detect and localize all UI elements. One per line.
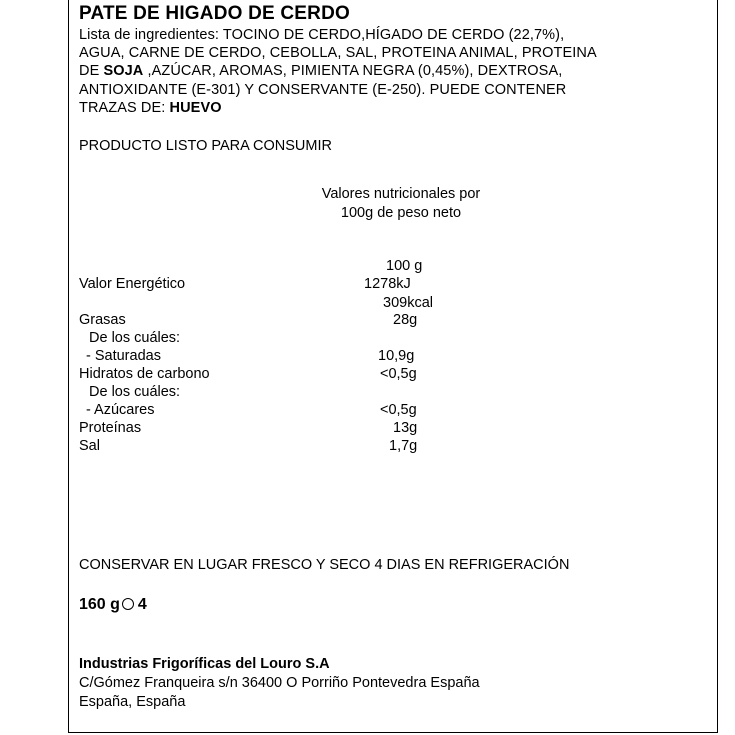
storage-instructions: CONSERVAR EN LUGAR FRESCO Y SECO 4 DIAS EN REFRIGERACIÓN: [79, 557, 570, 573]
energy-kcal-value: 309kcal: [383, 295, 433, 311]
e-mark-icon: [122, 598, 134, 610]
ingredients-text: ,AZÚCAR, AROMAS, PIMIENTA NEGRA (0,45%), DEXTROSA,: [143, 63, 563, 79]
fat-value: 28g: [393, 312, 418, 328]
units-count: 4: [137, 596, 147, 613]
ingredients-line-2: AGUA, CARNE DE CERDO, CEBOLLA, SAL, PROTEINA ANIMAL, PROTEINA: [79, 45, 597, 61]
net-weight-line: [79, 597, 147, 613]
protein-value: 13g: [393, 420, 418, 436]
ingredients-line-5: [79, 101, 222, 116]
sugars-value: <0,5g: [380, 402, 417, 418]
company-name: Industrias Frigoríficas del Louro S.A: [79, 656, 330, 672]
saturated-label: - Saturadas: [86, 348, 161, 364]
salt-label: Sal: [79, 438, 100, 454]
net-weight: 160 g: [79, 596, 120, 613]
ingredients-line-1: Lista de ingredientes: TOCINO DE CERDO,HÍGADO DE CERDO (22,7%),: [79, 27, 565, 43]
protein-label: Proteínas: [79, 420, 142, 436]
salt-value: 1,7g: [389, 438, 418, 454]
ingredients-text: TRAZAS DE:: [79, 100, 170, 116]
saturated-value: 10,9g: [378, 348, 415, 364]
allergen-huevo: HUEVO: [169, 100, 222, 116]
nutrition-header-sub: 100g de peso neto: [340, 205, 462, 221]
carbs-label: Hidratos de carbono: [79, 366, 210, 382]
ingredients-text: DE: [79, 63, 104, 79]
product-title: PATE DE HIGADO DE CERDO: [79, 3, 350, 24]
company-address: C/Gómez Franqueira s/n 36400 O Porriño Pontevedra España: [79, 675, 480, 691]
nutrition-column-header: 100 g: [386, 258, 423, 274]
allergen-soja: SOJA: [103, 63, 144, 79]
carbs-value: <0,5g: [380, 366, 417, 382]
sugars-label: - Azúcares: [86, 402, 155, 418]
fat-label: Grasas: [79, 312, 126, 328]
of-which-label: De los cuáles:: [89, 384, 181, 400]
company-country: España, España: [79, 694, 186, 710]
of-which-label: De los cuáles:: [89, 330, 181, 346]
ingredients-line-4: ANTIOXIDANTE (E-301) Y CONSERVANTE (E-250). PUEDE CONTENER: [79, 82, 567, 98]
energy-label: Valor Energético: [79, 276, 186, 292]
ready-to-eat-note: PRODUCTO LISTO PARA CONSUMIR: [79, 138, 332, 154]
energy-kj-value: 1278kJ: [364, 276, 411, 292]
nutrition-header: Valores nutricionales por: [321, 186, 481, 202]
ingredients-line-3: [79, 64, 562, 79]
